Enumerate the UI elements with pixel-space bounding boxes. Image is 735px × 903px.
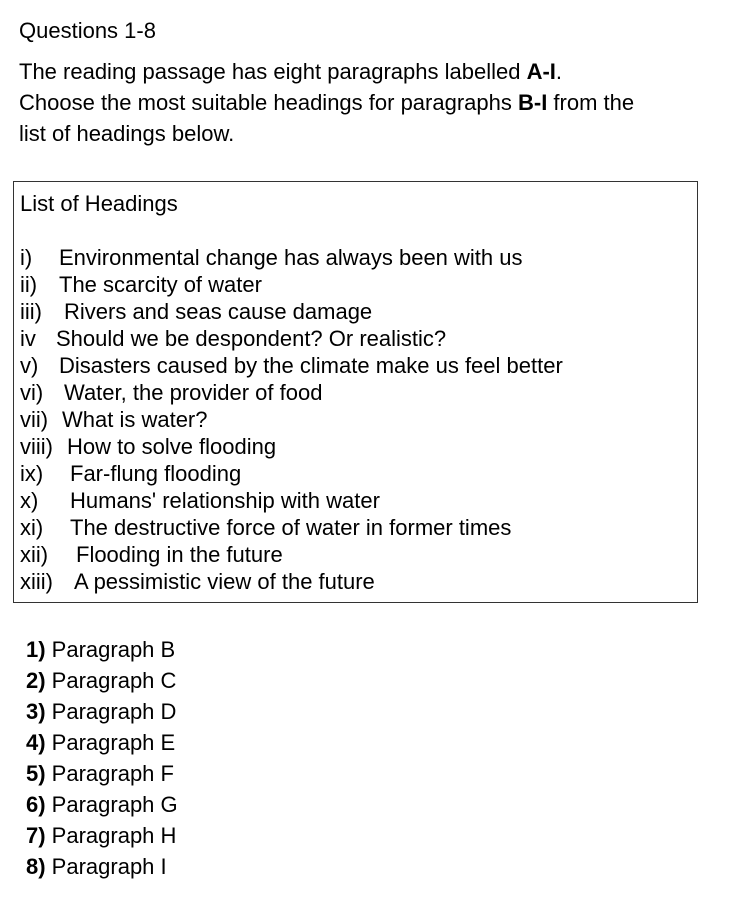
heading-number: vi) (20, 380, 44, 405)
heading-item (20, 514, 563, 541)
heading-item (20, 433, 563, 460)
heading-text: Water, the provider of food (64, 380, 323, 405)
question-item (26, 758, 178, 789)
instructions-line-1 (19, 56, 719, 87)
instructions-line-2-text: Choose the most suitable headings for paragraphs (19, 90, 518, 115)
question-label: Paragraph C (45, 668, 177, 693)
heading-number: ix) (20, 461, 44, 486)
heading-number: xii) (20, 542, 49, 567)
instructions-line-2 (19, 87, 719, 118)
question-item (26, 789, 178, 820)
target-paragraph-range-label: B-I (517, 90, 548, 115)
heading-item (20, 406, 563, 433)
heading-item (20, 271, 563, 298)
heading-number: iii) (20, 299, 42, 324)
question-label: Paragraph F (45, 761, 174, 786)
heading-item (20, 379, 563, 406)
instructions-line-2-end: from the (547, 90, 635, 115)
question-label: Paragraph H (45, 823, 177, 848)
heading-text: Flooding in the future (76, 542, 283, 567)
question-item (26, 665, 178, 696)
question-label: Paragraph I (45, 854, 167, 879)
heading-text: The destructive force of water in former times (70, 515, 512, 540)
instructions-line-1-end: . (555, 59, 563, 84)
question-label: Paragraph G (45, 792, 178, 817)
heading-number: ii) (20, 272, 38, 297)
heading-text: Should we be despondent? Or realistic? (56, 326, 447, 351)
heading-item (20, 325, 563, 352)
heading-number: viii) (20, 434, 53, 459)
heading-text: Environmental change has always been with us (59, 245, 523, 270)
question-number: 4) (26, 730, 46, 755)
question-label: Paragraph E (45, 730, 176, 755)
heading-item (20, 568, 563, 595)
heading-number: x) (20, 488, 39, 513)
heading-item (20, 487, 563, 514)
heading-number: v) (20, 353, 39, 378)
heading-text: Far-flung flooding (70, 461, 242, 486)
heading-text: Humans' relationship with water (70, 488, 380, 513)
heading-item (20, 298, 563, 325)
paragraph-range-label: A-I (526, 59, 556, 84)
question-item (26, 820, 178, 851)
heading-text: Rivers and seas cause damage (64, 299, 373, 324)
question-label: Paragraph B (45, 637, 176, 662)
heading-number: xiii) (20, 569, 53, 594)
heading-number: iv (20, 326, 36, 351)
heading-text: Disasters caused by the climate make us feel better (59, 353, 563, 378)
instructions (19, 56, 719, 149)
question-number: 5) (26, 761, 46, 786)
heading-number: vii) (20, 407, 49, 432)
heading-list (20, 244, 563, 595)
question-item (26, 696, 178, 727)
heading-text: What is water? (62, 407, 208, 432)
heading-item (20, 460, 563, 487)
question-label: Paragraph D (45, 699, 177, 724)
question-number: 1) (26, 637, 46, 662)
heading-item (20, 541, 563, 568)
heading-item (20, 352, 563, 379)
heading-number: i) (20, 245, 33, 270)
instructions-line-1-text: The reading passage has eight paragraphs labelled (19, 59, 527, 84)
heading-item (20, 244, 563, 271)
heading-number: xi) (20, 515, 44, 540)
instructions-line-3: list of headings below. (19, 121, 235, 146)
list-of-headings-title: List of Headings (20, 191, 178, 216)
heading-text: A pessimistic view of the future (74, 569, 375, 594)
question-number: 3) (26, 699, 46, 724)
question-number: 7) (26, 823, 46, 848)
question-number: 2) (26, 668, 46, 693)
question-item (26, 727, 178, 758)
question-item (26, 851, 178, 882)
question-item (26, 634, 178, 665)
heading-text: The scarcity of water (59, 272, 262, 297)
question-list (26, 634, 178, 882)
page-title: Questions 1-8 (19, 18, 156, 43)
question-number: 6) (26, 792, 46, 817)
question-number: 8) (26, 854, 46, 879)
list-of-headings-box (13, 181, 698, 603)
heading-text: How to solve flooding (67, 434, 277, 459)
